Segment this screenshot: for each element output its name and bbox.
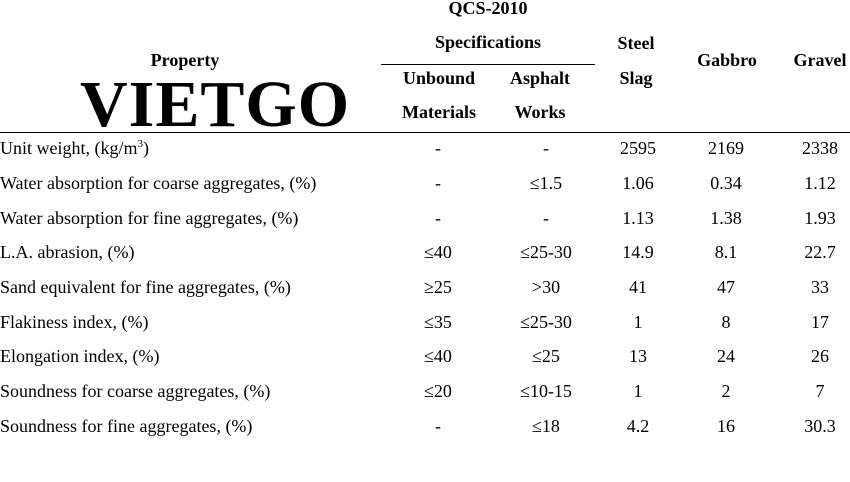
cell-gabbro: 1.38 bbox=[710, 208, 742, 228]
row-label: L.A. abrasion, (%) bbox=[0, 242, 135, 262]
row-label-superscript: 3 bbox=[137, 138, 143, 150]
gravel-header: Gravel bbox=[793, 50, 847, 70]
cell-asphalt: ≤10-15 bbox=[520, 381, 572, 401]
cell-asphalt: - bbox=[543, 208, 549, 228]
cell-steel: 1 bbox=[633, 312, 643, 332]
cell-steel: 13 bbox=[629, 346, 647, 366]
cell-gravel: 17 bbox=[811, 312, 829, 332]
cell-gravel: 30.3 bbox=[804, 416, 836, 436]
cell-unbound: ≤40 bbox=[424, 242, 452, 262]
cell-asphalt: >30 bbox=[531, 277, 561, 297]
cell-unbound: - bbox=[435, 416, 441, 436]
table-row bbox=[0, 240, 850, 270]
steel-header-line1: Steel bbox=[617, 33, 655, 53]
cell-gabbro: 8 bbox=[721, 312, 731, 332]
cell-asphalt: ≤18 bbox=[532, 416, 560, 436]
table-row bbox=[0, 171, 850, 201]
cell-steel: 1 bbox=[633, 381, 643, 401]
cell-gabbro: 8.1 bbox=[714, 242, 738, 262]
cell-unbound: ≤20 bbox=[424, 381, 452, 401]
cell-gravel: 1.93 bbox=[804, 208, 836, 228]
row-label: Flakiness index, (%) bbox=[0, 312, 149, 332]
steel-header-line2: Slag bbox=[619, 68, 653, 88]
cell-steel: 41 bbox=[629, 277, 647, 297]
cell-gravel: 7 bbox=[815, 381, 825, 401]
property-header: Property bbox=[150, 50, 220, 70]
cell-steel: 2595 bbox=[620, 138, 656, 158]
cell-gabbro: 0.34 bbox=[710, 173, 742, 193]
cell-gravel: 1.12 bbox=[804, 173, 836, 193]
cell-gabbro: 47 bbox=[717, 277, 735, 297]
qcs-header: QCS-2010 bbox=[448, 0, 528, 18]
cell-steel: 1.13 bbox=[622, 208, 654, 228]
cell-steel: 14.9 bbox=[622, 242, 654, 262]
row-label: Soundness for coarse aggregates, (%) bbox=[0, 381, 271, 401]
cell-unbound: ≥25 bbox=[424, 277, 452, 297]
cell-asphalt: ≤25 bbox=[532, 346, 560, 366]
table-row bbox=[0, 136, 850, 166]
table-row bbox=[0, 344, 850, 374]
cell-gravel: 33 bbox=[811, 277, 829, 297]
table-row bbox=[0, 414, 850, 444]
row-label: Water absorption for coarse aggregates, (%) bbox=[0, 173, 317, 193]
table-row bbox=[0, 275, 850, 305]
cell-asphalt: ≤1.5 bbox=[529, 173, 563, 193]
row-label: Unit weight, $(kg/m^3)$ bbox=[0, 138, 149, 158]
specifications-rule bbox=[381, 64, 595, 65]
cell-gabbro: 16 bbox=[717, 416, 735, 436]
cell-gravel: 22.7 bbox=[804, 242, 836, 262]
gabbro-header: Gabbro bbox=[697, 50, 757, 70]
cell-unbound: - bbox=[435, 138, 441, 158]
table-row bbox=[0, 379, 850, 409]
asphalt-header-line1: Asphalt bbox=[509, 68, 571, 88]
cell-steel: 4.2 bbox=[626, 416, 650, 436]
cell-asphalt: ≤25-30 bbox=[520, 312, 572, 332]
cell-asphalt: ≤25-30 bbox=[520, 242, 572, 262]
header-bottom-rule bbox=[0, 132, 850, 133]
specifications-header: Specifications bbox=[435, 32, 541, 52]
row-label: Soundness for fine aggregates, (%) bbox=[0, 416, 253, 436]
vietgo-watermark: VIETGO bbox=[80, 68, 351, 141]
table-row bbox=[0, 310, 850, 340]
unbound-header-line1: Unbound bbox=[402, 68, 476, 88]
cell-unbound: - bbox=[435, 208, 441, 228]
table-row bbox=[0, 206, 850, 236]
asphalt-header-line2: Works bbox=[514, 102, 566, 122]
row-label: Water absorption for fine aggregates, (%) bbox=[0, 208, 299, 228]
cell-gravel: 26 bbox=[811, 346, 829, 366]
cell-unbound: ≤35 bbox=[424, 312, 452, 332]
unbound-header-line2: Materials bbox=[402, 102, 476, 122]
cell-asphalt: - bbox=[543, 138, 549, 158]
cell-gravel: 2338 bbox=[802, 138, 838, 158]
cell-unbound: - bbox=[435, 173, 441, 193]
cell-steel: 1.06 bbox=[622, 173, 654, 193]
cell-gabbro: 2169 bbox=[708, 138, 744, 158]
row-label: Elongation index, (%) bbox=[0, 346, 160, 366]
row-label: Sand equivalent for fine aggregates, (%) bbox=[0, 277, 291, 297]
cell-gabbro: 2 bbox=[721, 381, 731, 401]
cell-unbound: ≤40 bbox=[424, 346, 452, 366]
cell-gabbro: 24 bbox=[717, 346, 735, 366]
